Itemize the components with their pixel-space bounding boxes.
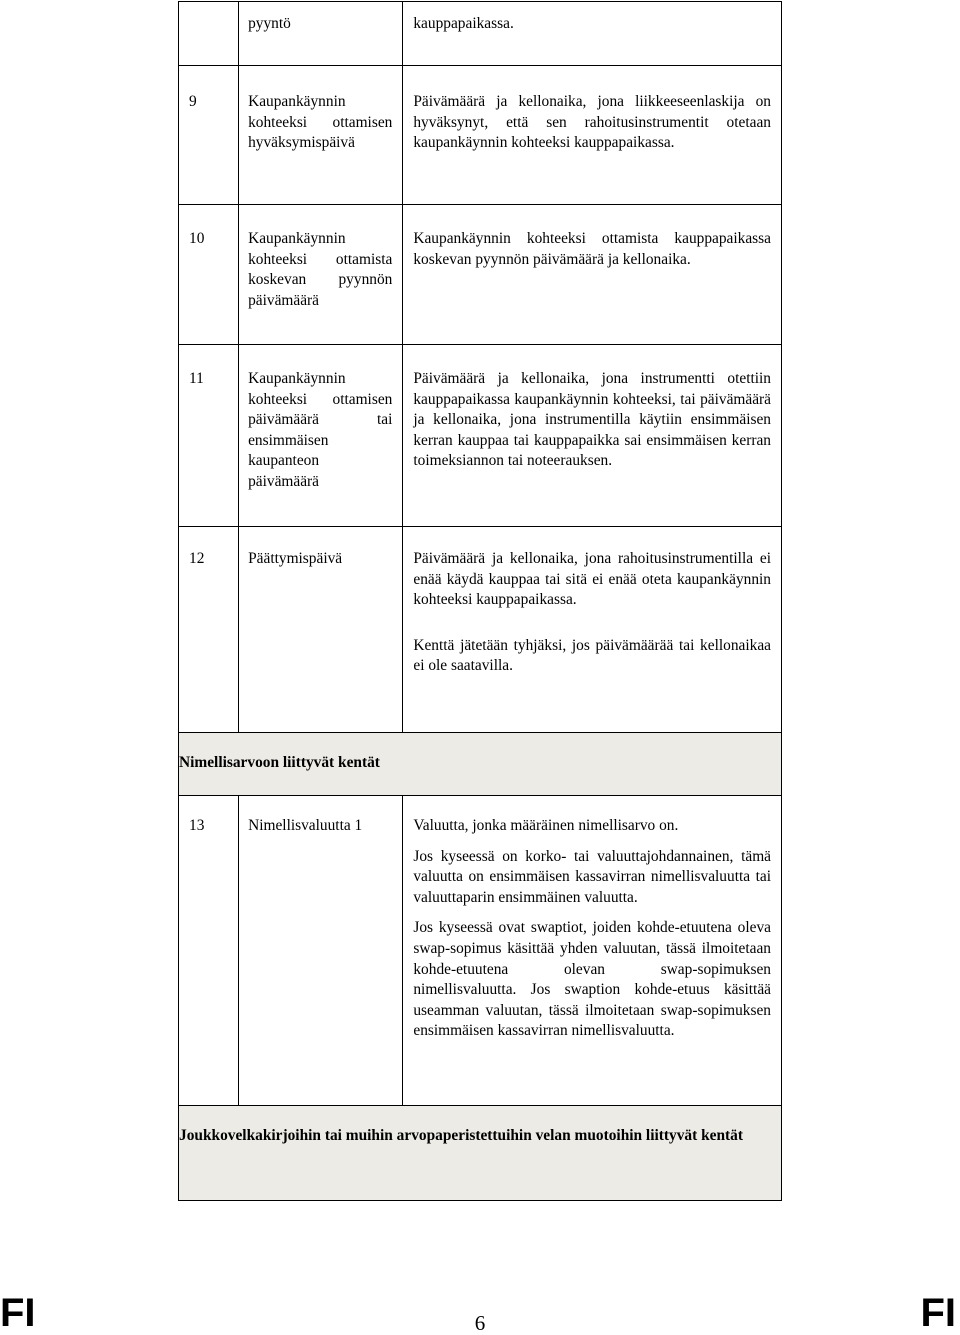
field-name: Kaupankäynnin kohteeksi ottamisen hyväksymispäivä bbox=[248, 93, 393, 152]
field-number: 11 bbox=[189, 370, 204, 387]
field-number: 13 bbox=[189, 817, 205, 834]
field-number: 10 bbox=[189, 230, 205, 247]
field-name: Päättymispäivä bbox=[248, 550, 343, 567]
section-heading-bonds: Joukkovelkakirjoihin tai muihin arvopaperistettuihin velan muotoihin liittyvät kentät bbox=[179, 1127, 743, 1144]
footer-language-code-left: FI bbox=[0, 1291, 36, 1335]
field-name: pyyntö bbox=[248, 15, 291, 32]
field-definitions-table bbox=[178, 1, 782, 1201]
page-number: 6 bbox=[474, 1311, 486, 1335]
table-row bbox=[179, 345, 782, 527]
field-description: Päivämäärä ja kellonaika, jona rahoitusinstrumentilla ei enää käydä kauppaa tai sitä ei enää oteta kaupankäynnin kohteeksi kauppapaikassa. Kenttä jätetään tyhjäksi, jos päivämäärää tai kellonaikaa ei ole saatavilla. bbox=[413, 550, 771, 675]
section-header-row bbox=[179, 733, 782, 796]
table-row bbox=[179, 527, 782, 733]
field-name: Nimellisvaluutta 1 bbox=[248, 817, 363, 834]
field-name: Kaupankäynnin kohteeksi ottamisen päivämäärä tai ensimmäisen kaupanteon päivämäärä bbox=[248, 370, 393, 490]
field-number: 12 bbox=[189, 550, 205, 567]
table-row bbox=[179, 66, 782, 205]
field-name: Kaupankäynnin kohteeksi ottamista koskevan pyynnön päivämäärä bbox=[248, 230, 393, 309]
table-row bbox=[179, 205, 782, 345]
field-description: kauppapaikassa. bbox=[413, 15, 514, 32]
table-row bbox=[179, 796, 782, 1106]
field-description: Kaupankäynnin kohteeksi ottamista kauppapaikassa koskevan pyynnön päivämäärä ja kellonaika. bbox=[413, 230, 771, 268]
field-description: Päivämäärä ja kellonaika, jona instrumentti otettiin kauppapaikassa kaupankäynnin kohteeksi, tai päivämäärä ja kellonaika, jona instrumentilla käytiin ensimmäisen kerran kauppaa tai kauppapaikka sai ensimmäisen kerran toimeksiannon tai noteerauksen. bbox=[413, 370, 771, 470]
field-description: Valuutta, jonka määräinen nimellisarvo on. Jos kyseessä on korko- tai valuuttajohdannainen, tämä valuutta on ensimmäisen kassavirran nimellisvaluutta tai valuuttaparin ensimmäinen valuutta. Jos kyseessä ovat swaptiot, joiden kohde-etuutena oleva swap-sopimus käsittää yhden valuutan, tässä ilmoitetaan kohde-etuutena olevan swap-sopimuksen nimellisvaluutta. Jos swaption kohde-etuus käsittää useamman valuutan, tässä ilmoitetaan swap-sopimuksen ensimmäisen kassavirran nimellisvaluutta. bbox=[413, 817, 771, 1040]
field-number: 9 bbox=[189, 93, 197, 110]
table-row bbox=[179, 2, 782, 66]
section-header-row bbox=[179, 1106, 782, 1201]
field-description: Päivämäärä ja kellonaika, jona liikkeeseenlaskija on hyväksynyt, että sen rahoitusinstrumentit otetaan kaupankäynnin kohteeksi kauppapaikassa. bbox=[413, 93, 771, 152]
field-number bbox=[179, 2, 238, 14]
footer-language-code-right: FI bbox=[920, 1291, 956, 1335]
section-heading-nominal: Nimellisarvoon liittyvät kentät bbox=[179, 754, 380, 771]
